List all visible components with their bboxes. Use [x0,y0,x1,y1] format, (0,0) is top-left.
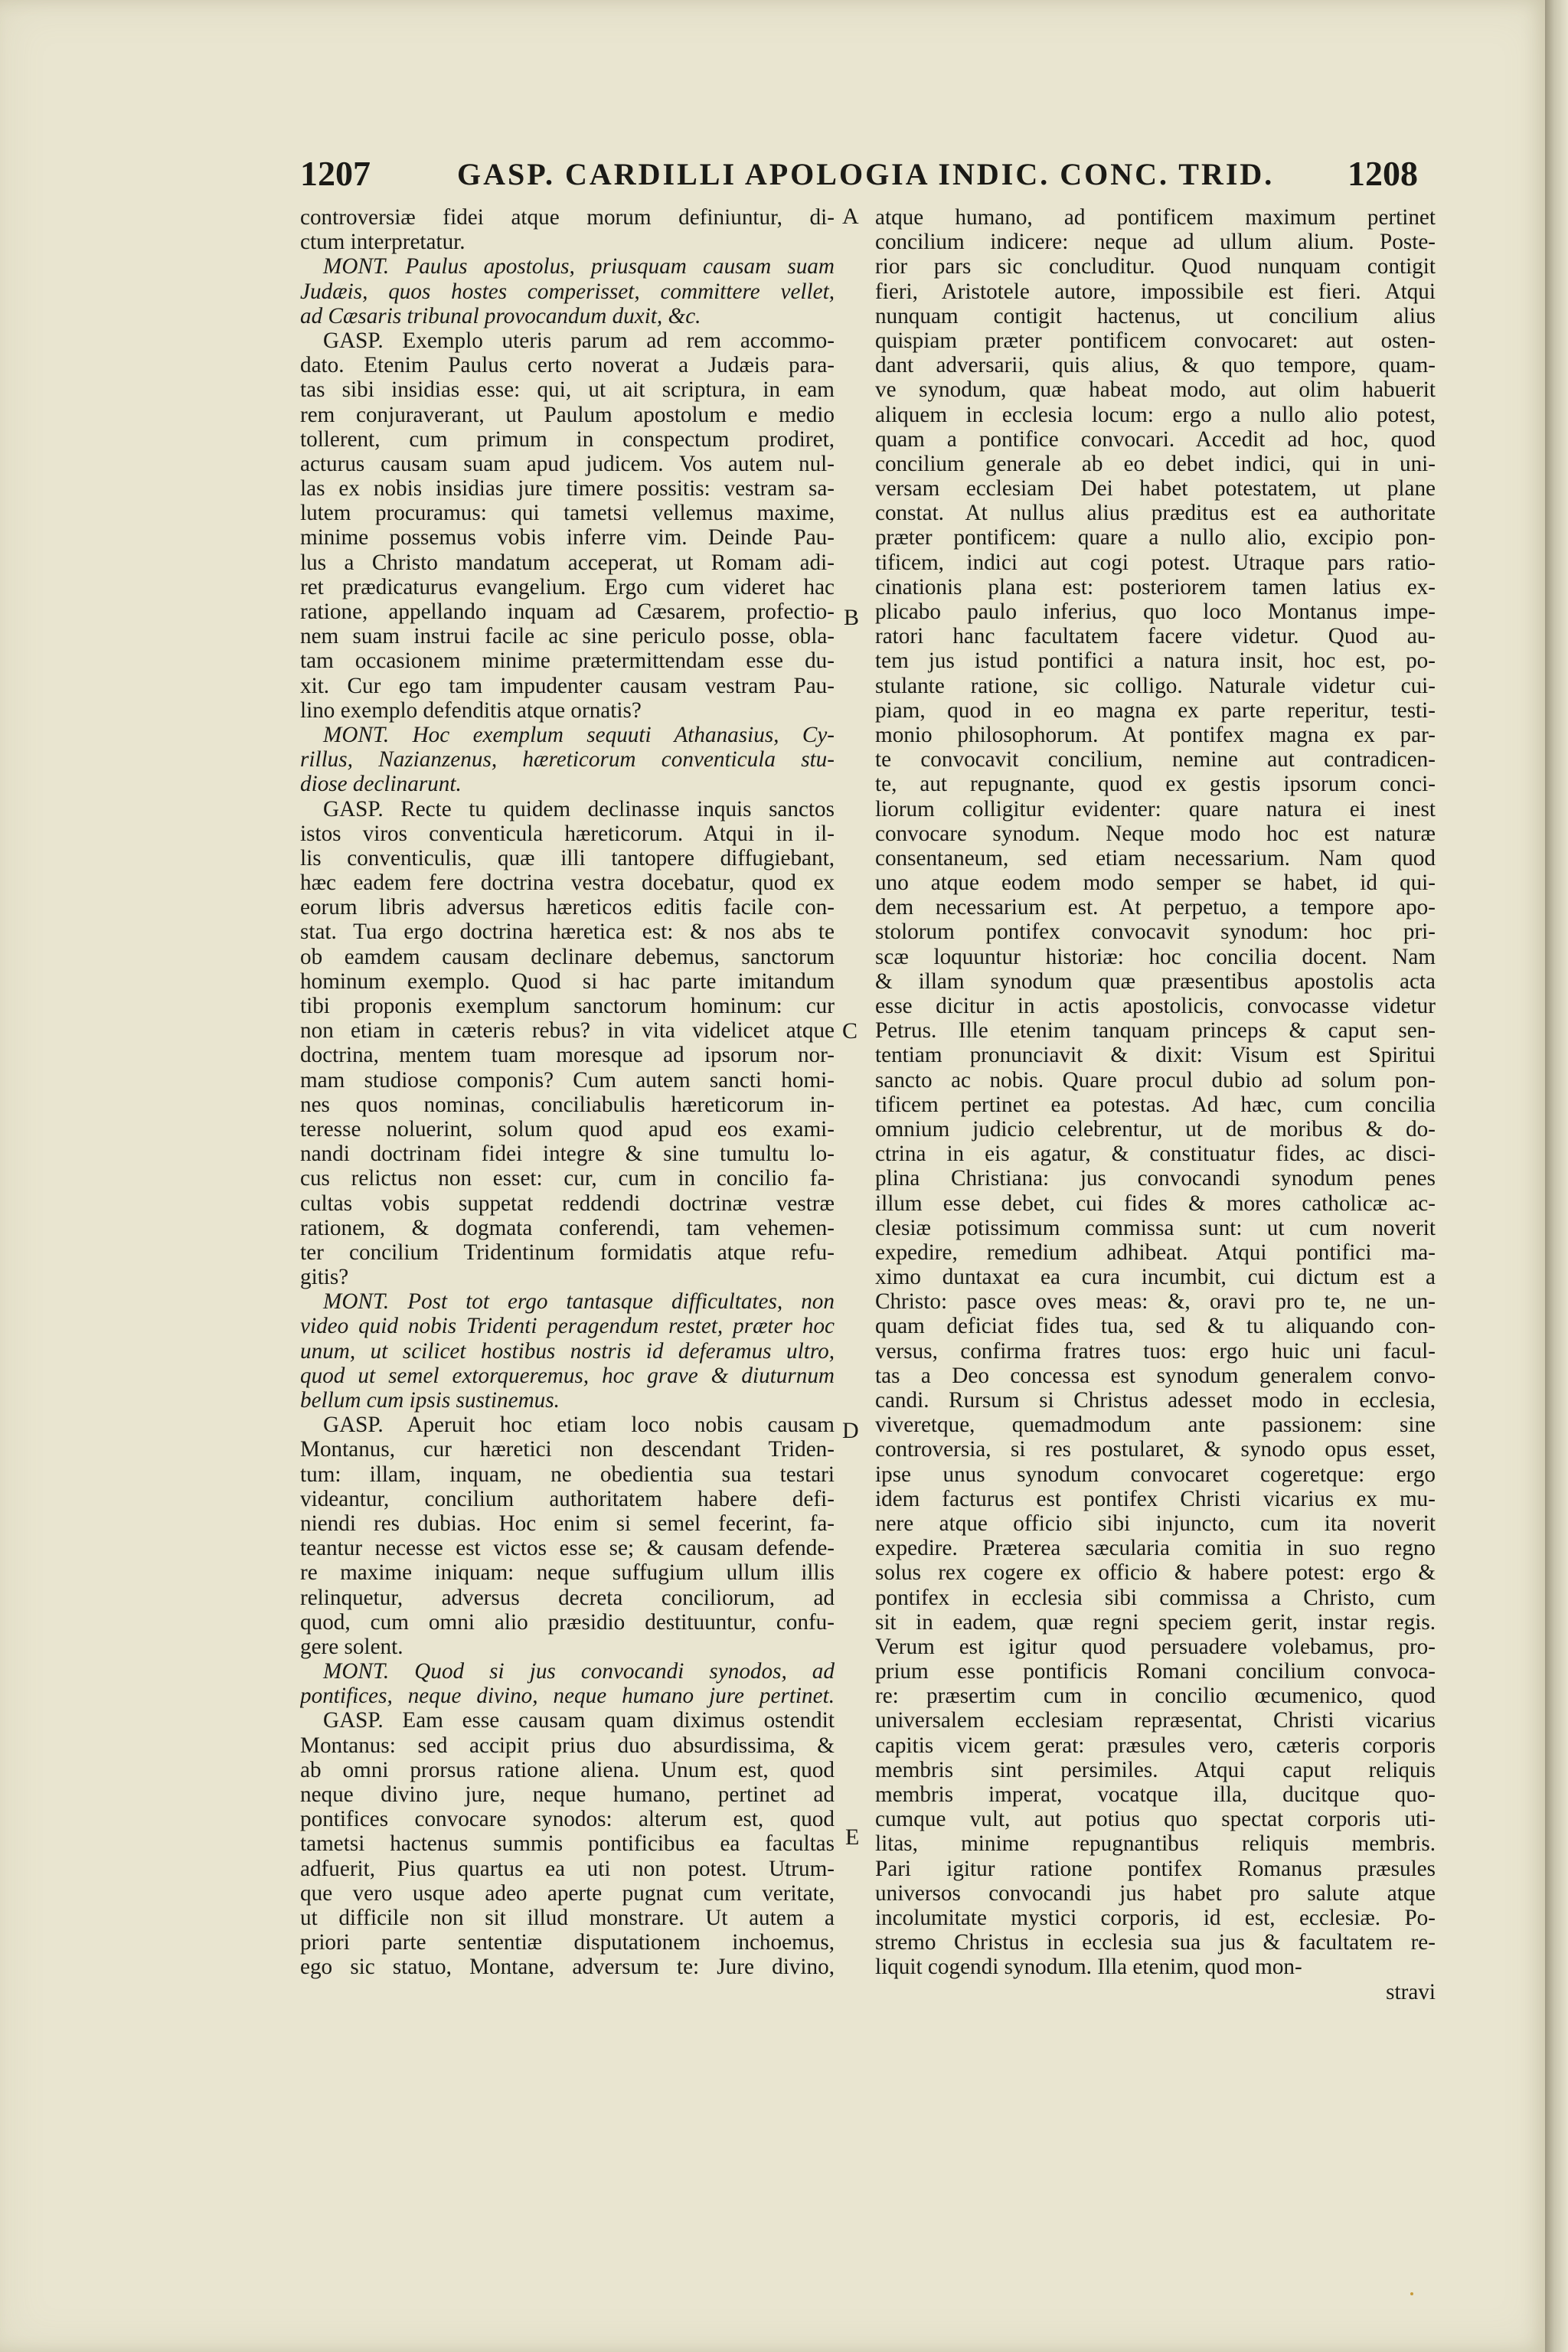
right-column-line: concilium indicere: neque ad ullum alium. Poste- [875,230,1436,255]
left-column-line: ctum interpretatur. [300,230,466,255]
left-column-line: video quid nobis Tridenti peragendum restet, præter hoc [300,1314,835,1339]
left-column-line: tam occasionem minime prætermittendam esse du- [300,648,835,674]
left-column-line: GASP. Eam esse causam quam diximus ostendit [323,1708,835,1733]
right-column-line: convocare synodum. Neque modo hoc est naturæ [875,821,1436,846]
left-column-line: istos viros conventicula hæreticorum. Atqui in il- [300,821,835,846]
right-column-line: dem necessarium est. At perpetuo, a tempore apo- [875,895,1436,920]
left-column-line: GASP. Exemplo uteris parum ad rem accommo- [323,328,835,353]
margin-letter-b: B [844,605,860,630]
right-column-line: ve synodum, quæ habeat modo, aut olim habuerit [875,377,1436,403]
right-column-line: candi. Rursum si Christus adesset modo in ecclesia, [875,1388,1436,1413]
left-column-line: teresse noluerint, solum quod apud eos exami- [300,1116,835,1142]
right-column-line: membris sint persimiles. Atqui caput reliquis [875,1757,1436,1782]
margin-letter-e: E [845,1824,860,1850]
right-column-line: liorum colligitur evidenter: quare natura ei inest [875,796,1436,822]
left-column-line: doctrina, mentem tuam moresque ad ipsorum nor- [300,1043,835,1068]
right-column-line: incolumitate mystici corporis, id est, ecclesiæ. Po- [875,1905,1436,1930]
left-column-line: que vero usque adeo aperte pugnat cum veritate, [300,1880,835,1906]
right-column-line: Petrus. Ille etenim tanquam princeps & caput sen- [875,1018,1436,1044]
right-column-line: re: præsertim cum in concilio œcumenico, quod [875,1684,1436,1709]
right-column-line: expedire, remedium adhibeat. Atqui pontifici ma- [875,1240,1436,1265]
right-column-line: versus, confirma fratres tuos: ergo huic uni facul- [875,1338,1436,1364]
right-column-line: te convocavit concilium, nemine aut contradicen- [875,747,1436,773]
left-text-column [300,205,835,1980]
right-column-line: stravi [1386,1979,1436,2004]
right-column-line: esse dicitur in actis apostolicis, convocasse videtur [875,994,1436,1018]
left-column-line: rationem, & dogmata conferendi, tam vehemen- [300,1215,835,1240]
left-column-line: Judæis, quos hostes comperisset, committere vellet, [300,279,835,304]
left-column-line: relinquetur, adversus decreta conciliorum, ad [300,1585,835,1610]
left-column-line: ad Cæsaris tribunal provocandum duxit, &c. [300,303,701,328]
right-column-line: te, aut repugnante, quod ex gestis ipsorum conci- [875,772,1436,797]
right-column-line: expedire. Præterea sæcularia comitia in suo regno [875,1536,1436,1561]
left-column-line: adfuerit, Pius quartus ea uti non potest. Utrum- [300,1856,835,1881]
left-column-line: unum, ut scilicet hostibus nostris id deferamus ultro, [300,1338,835,1364]
right-column-line: uno atque eodem modo semper se habet, id qui- [875,871,1436,896]
right-column-line: præter pontificem: quare a nullo alio, excipio pon- [875,525,1436,550]
right-column-line: concilium generale ab eo debet indici, qui in uni- [875,451,1436,476]
left-column-line: acturus causam suam apud judicem. Vos autem nul- [300,451,835,476]
left-column-line: tum: illam, inquam, ne obedientia sua testari [300,1462,835,1487]
right-column-line: membris imperat, vocatque illa, ducitque quo- [875,1782,1436,1807]
left-column-line: neque divino jure, neque humano, pertinet ad [300,1782,835,1807]
right-column-line: tificem, indici aut cogi potest. Utraque pars ratio- [875,550,1436,575]
left-column-line: tametsi hactenus summis pontificibus ea facultas [300,1831,835,1857]
right-column-line: monio philosophorum. At pontifex magna ex par- [875,722,1436,747]
right-column-line: capitis vicem gerat: præsules vero, cæteris corporis [875,1733,1436,1758]
right-column-line: liquit cogendi synodum. Illa etenim, quod mon- [875,1955,1302,1980]
left-column-line: nem suam instrui facile ac sine periculo posse, obla- [300,624,835,649]
right-column-line: stolorum pontifex convocavit synodum: hoc pri- [875,920,1436,945]
left-column-line: ob eamdem causam declinare debemus, sanctorum [300,944,835,969]
right-column-line: cinationis plana est: posteriorem tamen latius ex- [875,574,1436,599]
right-column-line: solus rex cogere ex officio & habere potest: ergo & [875,1560,1436,1586]
left-column-line: dato. Etenim Paulus certo noverat a Judæis para- [300,353,835,378]
left-column-line: lutem procuramus: qui tametsi vellemus maxime, [300,501,835,526]
left-column-line: lis conventiculis, quæ illi tantopere diffugiebant, [300,845,835,871]
right-column-line: rior pars sic concluditur. Quod nunquam contigit [875,254,1436,279]
right-column-line: fieri, Aristotele autore, impossibile est fieri. Atqui [875,279,1436,304]
left-column-line: videantur, concilium authoritatem habere defi- [300,1486,835,1511]
left-column-line: Montanus: sed accipit prius duo absurdissima, & [300,1733,835,1758]
left-column-line: lus a Christo mandatum acceperat, ut Romam adi- [300,550,835,575]
right-column-line: ipse unus synodum convocaret cogeretque: ergo [875,1462,1436,1487]
left-column-line: quod ut semel extorqueremus, hoc grave & diuturnum [300,1363,835,1388]
right-column-line: quam deficiat fides tua, sed & tu aliquando con- [875,1314,1436,1339]
right-column-line: sancto ac nobis. Quare procul dubio ad solum pon- [875,1067,1436,1093]
right-column-line: ctrina in eis agatur, & constituatur fides, ac disci- [875,1142,1436,1167]
left-column-line: controversiæ fidei atque morum definiuntur, di- [300,205,835,230]
right-column-line: nere atque officio sibi injuncto, cum ita noverit [875,1511,1436,1536]
left-column-line: lino exemplo defenditis atque ornatis? [300,697,642,723]
left-column-line: ret prædicaturus evangelium. Ergo cum videret hac [300,574,835,599]
right-column-line: constat. At nullus alius præditus est ea authoritate [875,501,1436,526]
left-column-line: MONT. Paulus apostolus, priusquam causam suam [323,254,835,279]
right-column-line: clesiæ potissimum commissa sunt: ut cum noverit [875,1215,1436,1240]
right-text-column [875,205,1436,2004]
right-column-line: atque humano, ad pontificem maximum pertinet [875,205,1436,230]
left-column-line: MONT. Quod si jus convocandi synodos, ad [323,1659,835,1684]
left-column-line: ab omni prorsus ratione aliena. Unum est, quod [300,1757,835,1782]
left-column-line: GASP. Aperuit hoc etiam loco nobis causam [323,1413,835,1438]
left-column-line: ego sic statuo, Montane, adversum te: Jure divino, [300,1955,835,1980]
left-column-line: ter concilium Tridentinum formidatis atque refu- [300,1240,835,1265]
right-column-line: scæ loquuntur historiæ: hoc concilia docent. Nam [875,944,1436,969]
margin-letter-d: D [842,1418,859,1443]
left-column-line: gitis? [300,1265,349,1290]
left-column-line: mam studiose componis? Cum autem sancti homi- [300,1067,835,1093]
left-column-line: stat. Tua ergo doctrina hæretica est: & nos abs te [300,920,835,945]
left-column-line: GASP. Recte tu quidem declinasse inquis sanctos [323,796,835,822]
right-column-line: universos convocandi jus habet pro salute atque [875,1880,1436,1906]
left-column-line: MONT. Hoc exemplum sequuti Athanasius, Cy- [323,722,835,747]
right-column-line: quam a pontifice convocari. Accedit ad hoc, quod [875,426,1436,452]
running-title: GASP. CARDILLI APOLOGIA INDIC. CONC. TRID. [457,157,1275,191]
right-column-line: Pari igitur ratione pontifex Romanus præsules [875,1856,1436,1881]
paper-speck [1410,2292,1413,2295]
left-column-line: pontifices convocare synodos: alterum est, quod [300,1807,835,1832]
left-column-line: nes quos nominas, conciliabulis hæreticorum in- [300,1092,835,1117]
right-column-line: tem jus istud pontifici a natura insit, hoc est, po- [875,648,1436,674]
right-column-line: ximo duntaxat ea cura incumbit, cui dictum est a [875,1265,1436,1290]
left-column-line: cus relictus non esset: cur, cum in concilio fa- [300,1166,835,1191]
margin-letter-c: C [842,1018,858,1044]
left-column-line: tibi proponis exemplum sanctorum hominum: cur [300,994,835,1018]
left-column-line: minime possemus vobis inferre vim. Deinde Pau- [300,525,835,550]
right-column-line: universalem ecclesiam repræsentat, Christi vicarius [875,1708,1436,1733]
right-column-line: stulante ratione, sic colligo. Naturale videtur cui- [875,673,1436,698]
right-column-line: aliquem in ecclesia locum: ergo a nullo alio potest, [875,402,1436,427]
right-column-line: & illam synodum quæ præsentibus apostolis acta [875,969,1436,994]
left-column-line: las ex nobis insidias jure timere possitis: vestram sa- [300,476,835,501]
left-column-line: tollerent, cum primum in conspectum prodiret, [300,426,835,452]
right-column-line: idem facturus est pontifex Christi vicarius ex mu- [875,1486,1436,1511]
left-column-line: quod, cum omni alio præsidio destituuntur, confu- [300,1609,835,1635]
book-binding-edge [1545,0,1568,2352]
running-head [300,153,1418,199]
left-column-line: rem conjuraverant, ut Paulum apostolum e medio [300,402,835,427]
left-column-line: xit. Cur ego tam impudenter causam vestram Pau- [300,673,835,698]
left-column-line: eorum libris adversus hæreticos editis facile con- [300,895,835,920]
right-column-line: consentaneum, sed etiam necessarium. Nam quod [875,845,1436,871]
margin-letter-a: A [842,204,859,229]
left-column-line: bellum cum ipsis sustinemus. [300,1388,560,1413]
right-column-line: versam ecclesiam Dei habet potestatem, ut plane [875,476,1436,501]
left-column-line: hominum exemplo. Quod si hac parte imitandum [300,969,835,994]
right-column-line: prium esse pontificis Romani concilium convoca- [875,1659,1436,1684]
left-column-line: ratione, appellando inquam ad Cæsarem, profectio- [300,599,835,624]
left-column-line: hæc eadem fere doctrina vestra docebatur, quod ex [300,871,835,896]
left-column-line: diose declinarunt. [300,772,462,797]
left-column-line: Montanus, cur hæretici non descendant Triden- [300,1437,835,1462]
left-column-line: rillus, Nazianzenus, hæreticorum conventicula stu- [300,747,835,773]
left-column-line: non etiam in cæteris rebus? in vita videlicet atque [300,1018,835,1044]
left-column-line: re maxime iniquam: neque suffugium ullum illis [300,1560,835,1586]
left-column-line: cultas vobis suppetat reddendi doctrinæ vestræ [300,1191,835,1216]
right-column-line: Christo: pasce oves meas: &, oravi pro te, ne un- [875,1289,1436,1315]
right-column-line: litas, minime repugnantibus reliquis membris. [875,1831,1436,1857]
right-column-line: plicabo paulo inferius, quo loco Montanus impe- [875,599,1436,624]
left-column-line: pontifices, neque divino, neque humano jure pertinet. [300,1684,835,1709]
left-column-line: nandi doctrinam fidei integre & sine tumultu lo- [300,1142,835,1167]
right-column-line: tificem pertinet ea potestas. Ad hæc, cum concilia [875,1092,1436,1117]
right-column-line: dant adversarii, quis alius, & quo tempore, quam- [875,353,1436,378]
left-column-line: ut difficile non sit illud monstrare. Ut autem a [300,1905,835,1930]
left-column-line: teantur necesse est victos esse se; & causam defende- [300,1536,835,1561]
right-column-line: omnium judicio celebrentur, ut de moribus & do- [875,1116,1436,1142]
right-column-line: tentiam pronunciavit & dixit: Visum est Spiritui [875,1043,1436,1068]
right-column-line: piam, quod in eo magna ex parte reperitur, testi- [875,697,1436,723]
left-column-line: gere solent. [300,1634,403,1659]
right-column-line: quispiam præter pontificem convocaret: aut osten- [875,328,1436,353]
left-column-line: niendi res dubias. Hoc enim si semel fecerint, fa- [300,1511,835,1536]
right-column-line: pontifex in ecclesia sibi commissa a Christo, cum [875,1585,1436,1610]
right-column-line: stremo Christus in ecclesia sua jus & facultatem re- [875,1930,1436,1955]
right-column-line: plina Christiana: jus convocandi synodum penes [875,1166,1436,1191]
right-column-line: viveretque, quemadmodum ante passionem: sine [875,1413,1436,1438]
page-number-right: 1208 [1348,154,1418,193]
right-column-line: sit in eadem, quæ regni speciem gerit, instar regis. [875,1609,1436,1635]
right-column-line: illum esse debet, cui fides & mores catholicæ ac- [875,1191,1436,1216]
right-column-line: controversia, si res postularet, & synodo opus esset, [875,1437,1436,1462]
right-column-line: Verum est igitur quod persuadere volebamus, pro- [875,1634,1436,1659]
left-column-line: MONT. Post tot ergo tantasque difficultates, non [323,1289,835,1315]
left-column-line: priori parte sententiæ disputationem inchoemus, [300,1930,835,1955]
left-column-line: tas sibi insidias esse: qui, ut ait scriptura, in eam [300,377,835,403]
right-column-line: cumque vult, aut potius quo spectat corporis uti- [875,1807,1436,1832]
right-column-line: ratori hanc facultatem facere videtur. Quod au- [875,624,1436,649]
right-column-line: tas a Deo concessa est synodum generalem convo- [875,1363,1436,1388]
right-column-line: nunquam contigit hactenus, ut concilium alius [875,303,1436,328]
page-number-left: 1207 [300,154,371,193]
